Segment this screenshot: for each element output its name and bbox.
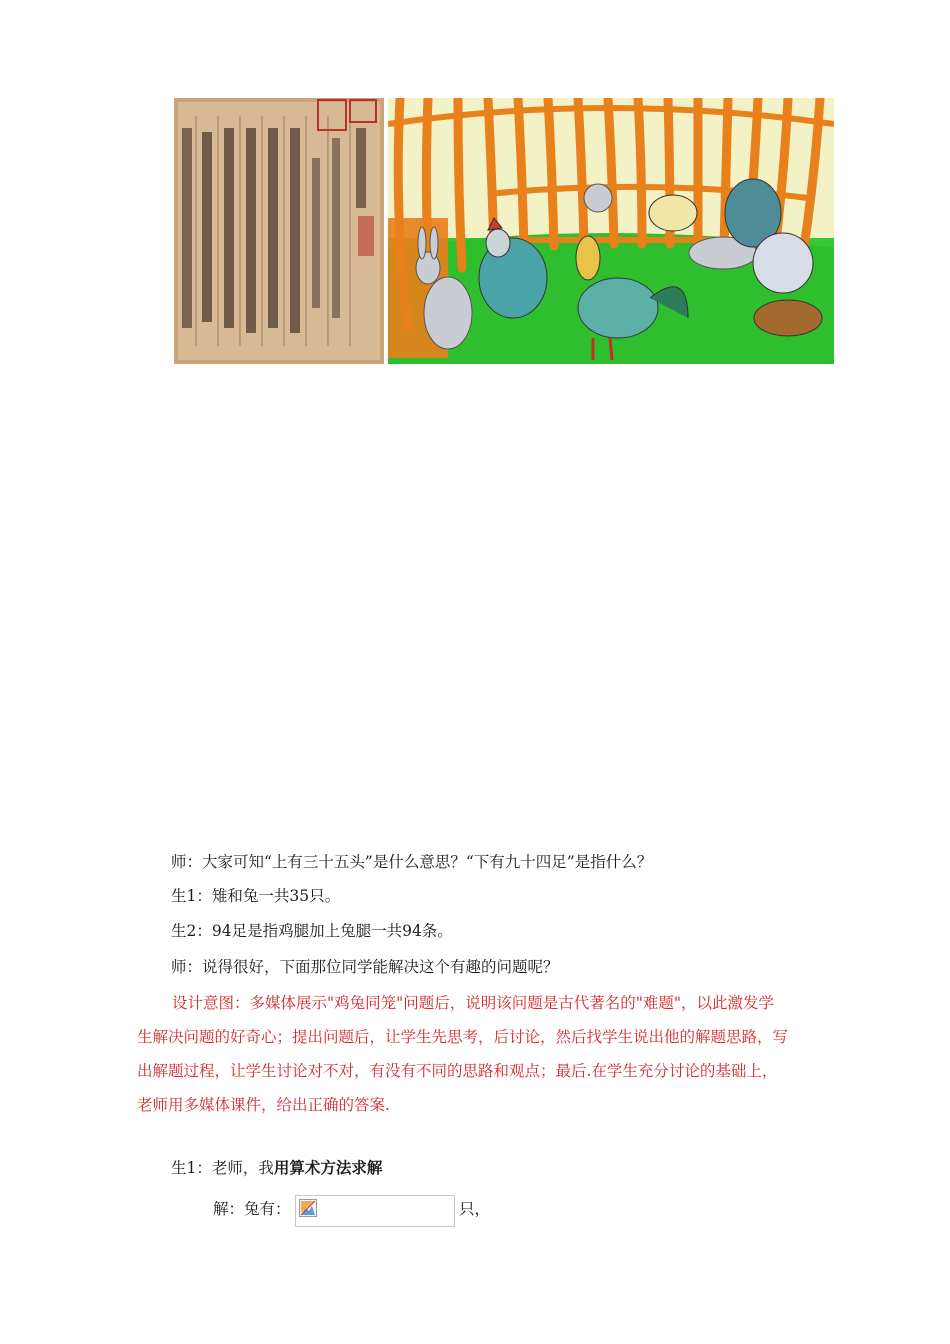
dialogue-line-1: 师：大家可知“上有三十五头”是什么意思？“下有九十四足”是指什么？ [171, 853, 653, 871]
design-intent-paragraph [137, 993, 837, 1129]
chicken-rabbit-cage-icon [388, 98, 834, 364]
solution-unit: 只， [459, 1200, 491, 1218]
design-intent-line-3: 出解题过程，让学生讨论对不对，有没有不同的思路和观点；最后.在学生充分讨论的基础上， [137, 1062, 778, 1080]
design-intent-line-2: 生解决问题的好奇心；提出问题后，让学生先思考，后讨论，然后找学生说出他的解题思路，写 [137, 1028, 789, 1046]
formula-image-placeholder [295, 1195, 455, 1227]
ancient-book-icon [174, 98, 384, 364]
ancient-book-image [174, 98, 384, 364]
dialogue-line-3: 生2：94足是指鸡腿加上兔腿一共94条。 [171, 922, 453, 940]
dialogue-line-4: 师：说得很好，下面那位同学能解决这个有趣的问题呢？ [171, 958, 559, 976]
student-answer-method: 用算术方法求解 [273, 1158, 383, 1177]
chicken-rabbit-cage-image [388, 98, 834, 364]
student-answer-line [171, 1158, 382, 1178]
solution-label: 解：兔有： [213, 1200, 291, 1218]
design-intent-line-4: 老师用多媒体课件，给出正确的答案. [137, 1096, 390, 1114]
dialogue-line-2: 生1：雉和兔一共35只。 [171, 887, 341, 905]
broken-image-icon [299, 1199, 317, 1217]
design-intent-line-1: 设计意图：多媒体展示"鸡兔同笼"问题后，说明该问题是古代著名的"难题"，以此激发学 [172, 994, 775, 1012]
student-answer-prefix: 生1：老师，我 [171, 1159, 274, 1177]
